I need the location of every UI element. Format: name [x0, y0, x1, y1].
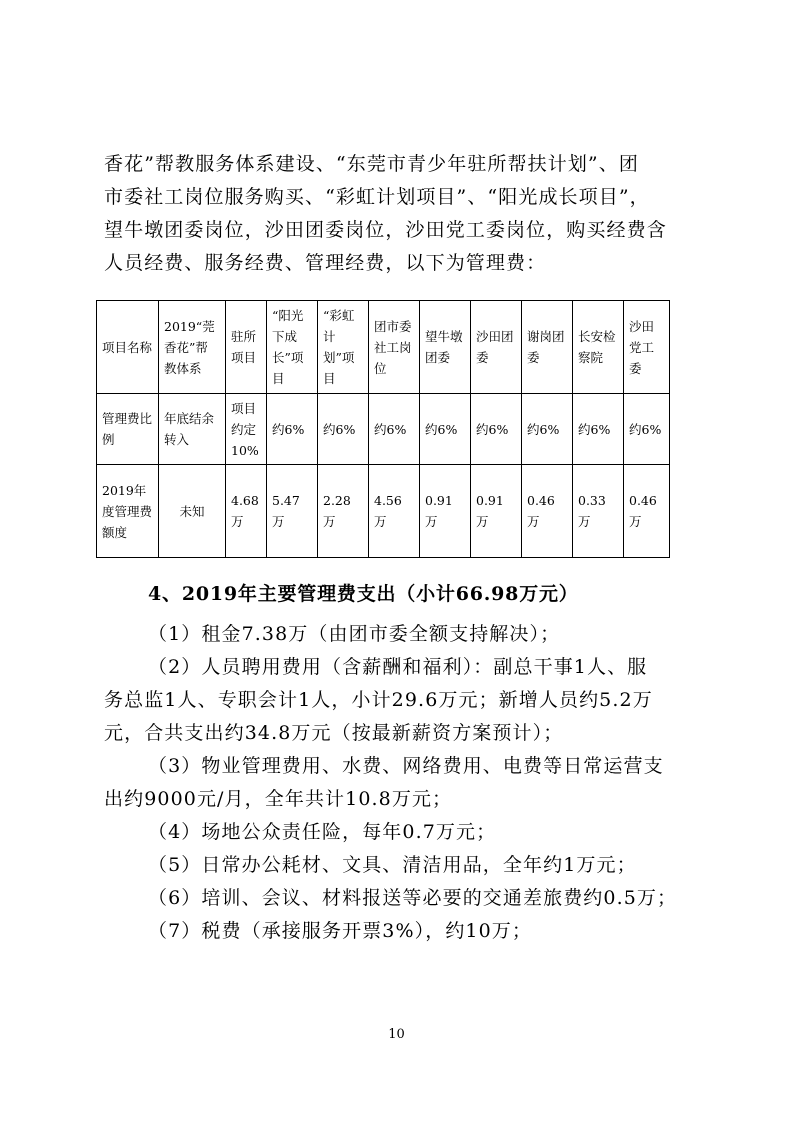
table-cell: 约6% — [522, 394, 573, 465]
table-cell: 约6% — [471, 394, 522, 465]
intro-line: 人员经费、服务经费、管理经费，以下为管理费： — [104, 252, 547, 274]
table-cell: 约6% — [573, 394, 624, 465]
table-cell: 4.56万 — [369, 465, 420, 558]
expense-item-line: （1）租金7.38万（由团市委全额支持解决）； — [148, 623, 561, 645]
table-cell: 0.46万 — [522, 465, 573, 558]
expense-list — [104, 618, 694, 948]
table-cell: 长安检察院 — [573, 301, 624, 394]
expense-item-line: （7）税费（承接服务开票3%），约10万； — [148, 920, 533, 942]
table-cell: “彩虹计划”项目 — [318, 301, 369, 394]
expense-item-line: 元，合共支出约34.8万元（按最新薪资方案预计）； — [104, 722, 564, 744]
table-cell: 望牛墩团委 — [420, 301, 471, 394]
expense-item-line: （4）场地公众责任险，每年0.7万元； — [148, 821, 497, 843]
table-cell: 沙田党工委 — [624, 301, 670, 394]
table-cell: 约6% — [267, 394, 318, 465]
intro-line: 香花”帮教服务体系建设、“东莞市青少年驻所帮扶计划”、团 — [104, 153, 639, 175]
table-cell: 0.91万 — [471, 465, 522, 558]
table-cell: 4.68万 — [226, 465, 267, 558]
table-cell: 项目名称 — [97, 301, 159, 394]
expense-item-line: （2）人员聘用费用（含薪酬和福利）：副总干事1人、服 — [148, 656, 648, 678]
table-cell: 年底结余转入 — [159, 394, 226, 465]
table-cell: 0.91万 — [420, 465, 471, 558]
table-cell: 沙田团委 — [471, 301, 522, 394]
table-cell: 管理费比例 — [97, 394, 159, 465]
table-cell: 约6% — [420, 394, 471, 465]
intro-line: 望牛墩团委岗位，沙田团委岗位，沙田党工委岗位，购买经费含 — [104, 219, 667, 241]
management-fee-table — [96, 300, 670, 558]
expense-item-line: 出约9000元/月，全年共计10.8万元； — [104, 788, 453, 810]
section-heading: 4、2019年主要管理费支出（小计66.98万元） — [148, 583, 579, 605]
page-number: 10 — [388, 1027, 405, 1042]
table-cell: 2019年度管理费额度 — [97, 465, 159, 558]
table-cell: 2019“莞香花”帮教体系 — [159, 301, 226, 394]
table-cell: 0.33万 — [573, 465, 624, 558]
table-cell: 未知 — [159, 465, 226, 558]
expense-item-line: （6）培训、会议、材料报送等必要的交通差旅费约0.5万； — [148, 887, 678, 909]
table-ratio-row — [97, 394, 670, 465]
expense-item-line: 务总监1人、专职会计1人，小计29.6万元；新增人员约5.2万 — [104, 689, 653, 711]
table-cell: 项目约定10% — [226, 394, 267, 465]
intro-line: 市委社工岗位服务购买、“彩虹计划项目”、“阳光成长项目”， — [104, 186, 650, 208]
table-cell: 0.46万 — [624, 465, 670, 558]
table-amount-row — [97, 465, 670, 558]
table-cell: 约6% — [624, 394, 670, 465]
table-cell: 5.47万 — [267, 465, 318, 558]
expense-item-line: （3）物业管理费用、水费、网络费用、电费等日常运营支 — [148, 755, 664, 777]
table-cell: 谢岗团委 — [522, 301, 573, 394]
table-cell: 约6% — [318, 394, 369, 465]
table-cell: 团市委社工岗位 — [369, 301, 420, 394]
table-cell: “阳光下成长”项目 — [267, 301, 318, 394]
table-cell: 驻所项目 — [226, 301, 267, 394]
table-cell: 2.28万 — [318, 465, 369, 558]
table-header-row — [97, 301, 670, 394]
table-cell: 约6% — [369, 394, 420, 465]
expense-item-line: （5）日常办公耗材、文具、清洁用品，全年约1万元； — [148, 854, 637, 876]
intro-paragraph — [104, 148, 694, 280]
